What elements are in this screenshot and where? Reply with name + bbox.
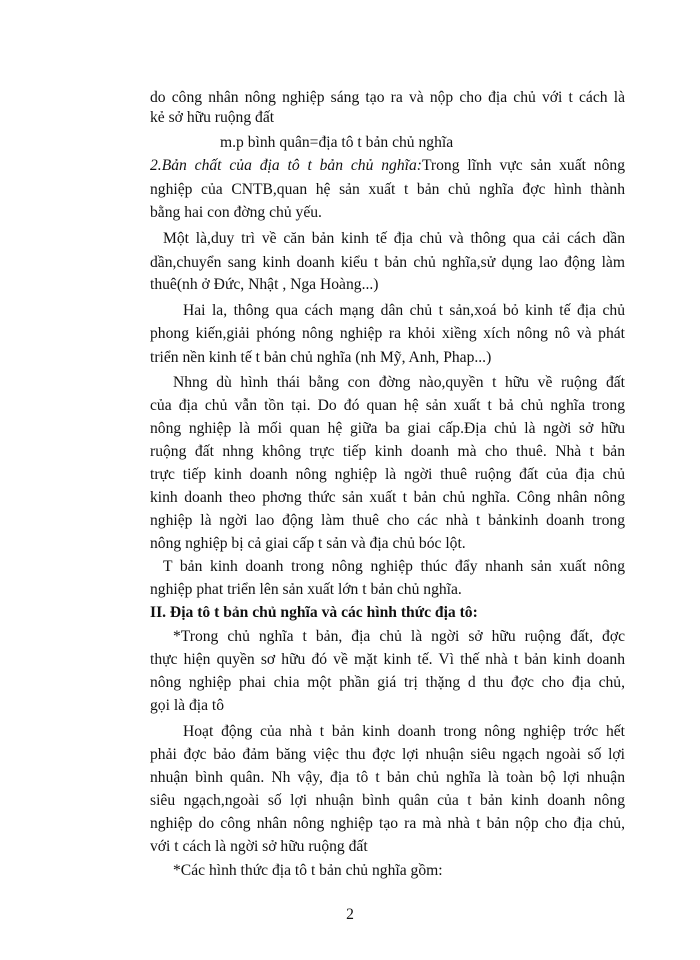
text-line: siêu ngạch,ngoài số lợi nhuận bình quân của t bản kinh doanh nông [150, 792, 625, 809]
text-line: Nhng dù hình thái bằng con đờng nào,quyền t hữu về ruộng đất [173, 374, 625, 391]
text-line: Một là,duy trì về căn bản kinh tế địa chủ và thông qua cải cách dần [163, 230, 625, 247]
text-line: nghiệp của CNTB,quan hệ sản xuất t bản chủ nghĩa đợc hình thành [150, 181, 625, 198]
text-line: *Các hình thức địa tô t bản chủ nghĩa gồm: [173, 862, 443, 879]
text-line: nông nghiệp bị cả giai cấp t sản và địa chủ bóc lột. [150, 535, 466, 552]
section-title: II. Địa tô t bản chủ nghĩa và các hình thức địa tô: [150, 604, 478, 621]
section-heading: 2.Bản chất của địa tô t bản chủ nghĩa: [150, 157, 422, 174]
text-line: nghiệp là ngời lao động làm thuê cho các nhà t bảnkinh doanh trong [150, 512, 625, 529]
text-line: với t cách là ngời sở hữu ruộng đất [150, 838, 368, 855]
text-line: *Trong chủ nghĩa t bản, địa chủ là ngời sở hữu ruộng đất, đợc [173, 628, 625, 645]
text-line: thực hiện quyền sơ hữu đó về mặt kinh tế. Vì thế nhà t bản kinh doanh [150, 651, 625, 668]
text-line: của địa chủ vẫn tồn tại. Do đó quan hệ sản xuất t bả chủ nghĩa trong [150, 397, 625, 414]
text-line: Hai la, thông qua cách mạng dân chủ t sản,xoá bỏ kinh tế địa chủ [183, 302, 625, 319]
text-line: nông nghiệp là mối quan hệ giữa ba giai cấp.Địa chủ là ngời sở hữu [150, 420, 625, 437]
text-line: gọi là địa tô [150, 697, 225, 714]
text-line: Hoạt động của nhà t bản kinh doanh trong nông nghiệp trớc hết [183, 723, 625, 740]
text-line: kẻ sở hữu ruộng đất [150, 109, 275, 126]
text-line: thuê(nh ở Đức, Nhật , Nga Hoàng...) [150, 276, 379, 293]
text-line: nhuận bình quân. Nh vậy, địa tô t bản chủ nghĩa là toàn bộ lợi nhuận [150, 769, 625, 786]
text-line: phải đợc bảo đảm băng việc thu đợc lợi nhuận siêu ngạch ngoài số lợi [150, 746, 625, 763]
text-line: kinh doanh theo phơng thức sản xuất t bản chủ nghĩa. Công nhân nông [150, 489, 625, 506]
heading-continuation: Trong lĩnh vực sản xuất nông [421, 157, 625, 174]
page-number: 2 [346, 906, 354, 923]
text-line: triển nền kinh tế t bản chủ nghĩa (nh Mỹ, Anh, Phap...) [150, 349, 492, 366]
text-line: ruộng đất nhng không trực tiếp kinh doanh mà cho thuê. Nhà t bản [150, 443, 625, 460]
section-heading-line [150, 156, 625, 176]
text-line: nông nghiệp phai chia một phần giá trị thặng d thu đợc cho địa chủ, [150, 674, 625, 691]
text-line: nghiệp phat triển lên sản xuất lớn t bản chủ nghĩa. [150, 581, 462, 598]
text-line: trực tiếp kinh doanh nông nghiệp là ngời thuê ruộng đất của địa chủ [150, 466, 625, 483]
text-line: bằng hai con đờng chủ yếu. [150, 204, 322, 221]
formula-line: m.p bình quân=địa tô t bản chủ nghĩa [220, 134, 454, 151]
text-line: do công nhân nông nghiệp sáng tạo ra và nộp cho địa chủ với t cách là [150, 89, 625, 106]
text-line: T bản kinh doanh trong nông nghiệp thúc đẩy nhanh sản xuất nông [163, 558, 625, 575]
text-line: dần,chuyển sang kinh doanh kiểu t bản chủ nghĩa,sử dụng lao động làm [150, 254, 625, 271]
text-line: phong kiến,giải phóng nông nghiệp ra khỏi xiềng xích nông nô và phát [150, 325, 625, 342]
text-line: nghiệp do công nhân nông nghiệp tạo ra mà nhà t bản nộp cho địa chủ, [150, 815, 625, 832]
